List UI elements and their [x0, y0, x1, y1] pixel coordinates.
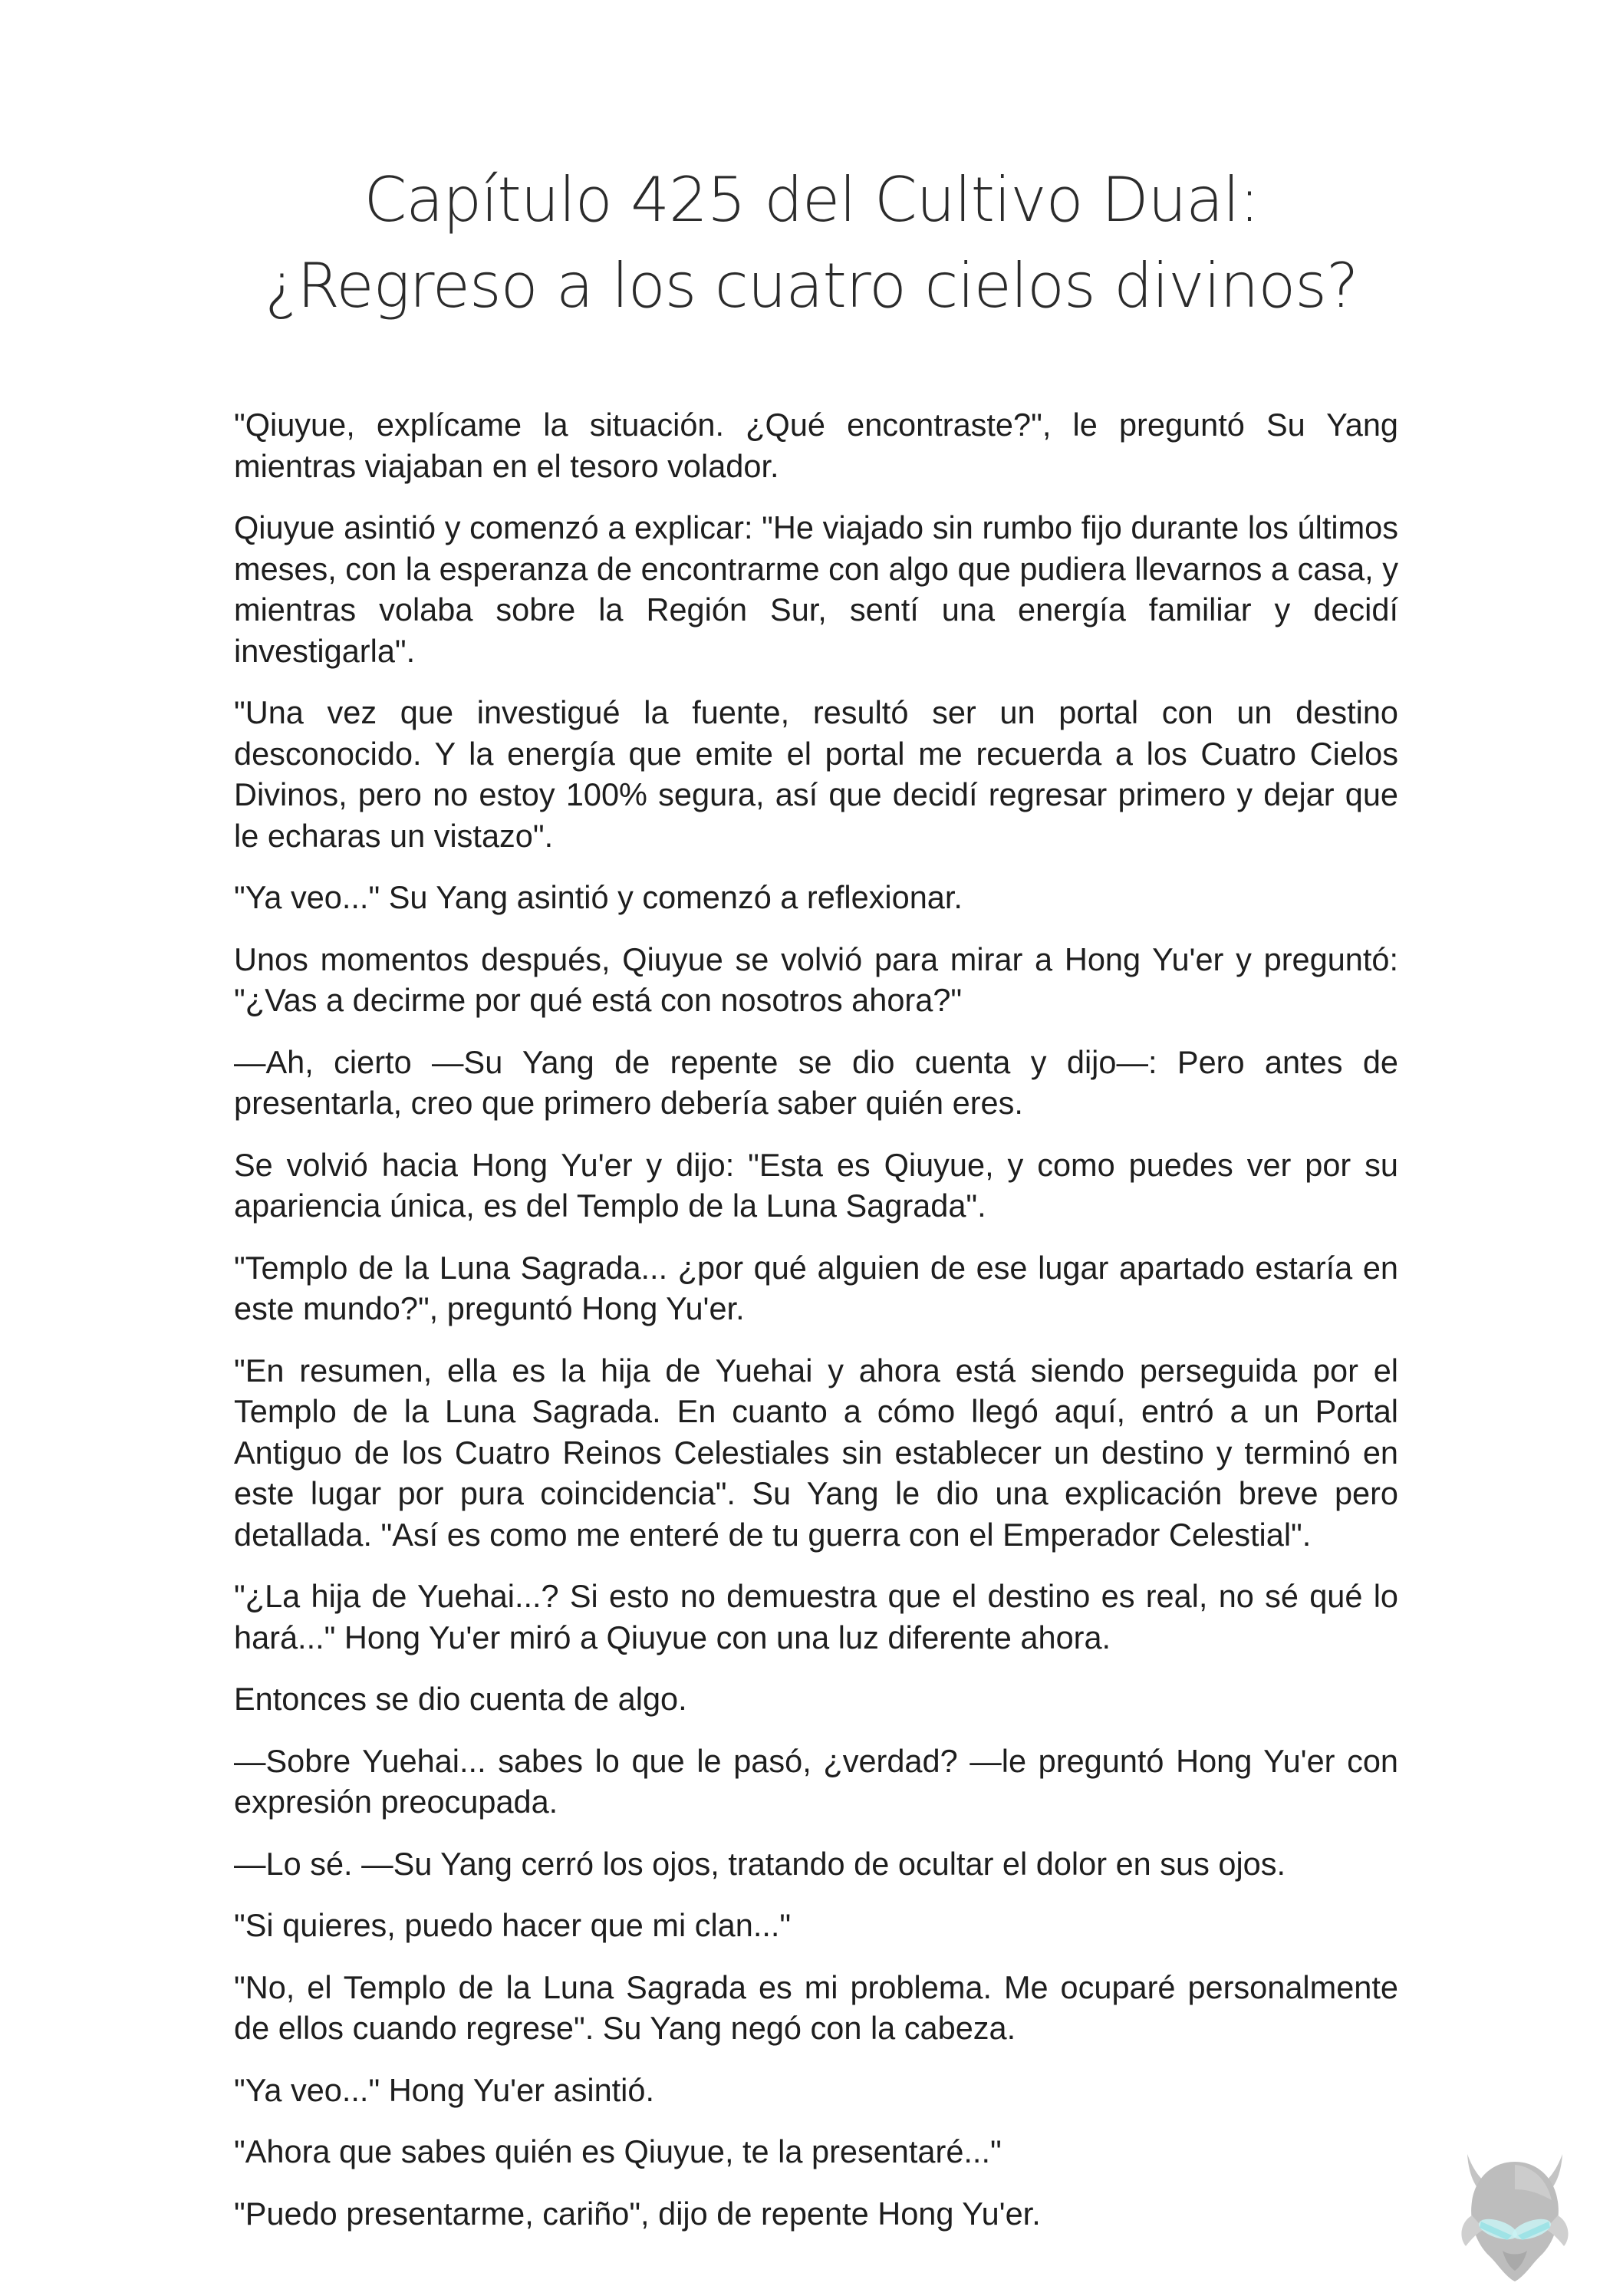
paragraph: Unos momentos después, Qiuyue se volvió para mirar a Hong Yu'er y preguntó: "¿Vas a decirme por qué está con nosotros ahora?": [234, 940, 1398, 1018]
paragraph: "Puedo presentarme, cariño", dijo de repente Hong Yu'er.: [234, 2195, 1041, 2232]
paragraph: "No, el Templo de la Luna Sagrada es mi problema. Me ocuparé personalmente de ellos cuando regrese". Su Yang negó con la cabeza.: [234, 1968, 1398, 2046]
paragraph: "Ya veo..." Hong Yu'er asintió.: [234, 2071, 655, 2108]
paragraph: "Si quieres, puedo hacer que mi clan...": [234, 1907, 792, 1943]
paragraph: "Ahora que sabes quién es Qiuyue, te la presentaré...": [234, 2133, 1002, 2169]
chapter-title: [0, 157, 1623, 329]
chapter-title-line-2: ¿Regreso a los cuatro cielos divinos?: [265, 250, 1358, 321]
paragraph: Entonces se dio cuenta de algo.: [234, 1681, 687, 1717]
paragraph: Se volvió hacia Hong Yu'er y dijo: "Esta es Qiuyue, y como puedes ver por su apariencia única, es del Templo de la Luna Sagrada".: [234, 1146, 1398, 1224]
demon-head-logo-icon: [1438, 2131, 1592, 2284]
paragraph: —Lo sé. —Su Yang cerró los ojos, tratando de ocultar el dolor en sus ojos.: [234, 1845, 1286, 1882]
paragraph: "Qiuyue, explícame la situación. ¿Qué encontraste?", le preguntó Su Yang mientras viajaban en el tesoro volador.: [234, 407, 1398, 484]
paragraph: Qiuyue asintió y comenzó a explicar: "He viajado sin rumbo fijo durante los últimos meses, con la esperanza de encontrarme con algo que pudiera llevarnos a casa, y mientras volaba sobre la Región Sur, sentí una energía familiar y decidí investigarla".: [234, 509, 1398, 669]
paragraph: "Ya veo..." Su Yang asintió y comenzó a reflexionar.: [234, 879, 963, 915]
paragraph: "Templo de la Luna Sagrada... ¿por qué alguien de ese lugar apartado estaría en este mundo?", preguntó Hong Yu'er.: [234, 1249, 1398, 1326]
chapter-body: [234, 404, 1398, 2255]
paragraph: "Una vez que investigué la fuente, resultó ser un portal con un destino desconocido. Y la energía que emite el portal me recuerda a los Cuatro Cielos Divinos, pero no estoy 100% segura, así que decidí regresar primero y dejar que le echaras un vistazo".: [234, 694, 1398, 854]
chapter-title-line-1: Capítulo 425 del Cultivo Dual:: [364, 164, 1259, 236]
paragraph: "En resumen, ella es la hija de Yuehai y ahora está siendo perseguida por el Templo de la Luna Sagrada. En cuanto a cómo llegó aquí, entró a un Portal Antiguo de los Cuatro Reinos Celestiales sin establecer un destino y terminó en este lugar por pura coincidencia". Su Yang le dio una explicación breve pero detallada. "Así es como me enteré de tu guerra con el Emperador Celestial".: [234, 1352, 1398, 1553]
paragraph: —Sobre Yuehai... sabes lo que le pasó, ¿verdad? —le preguntó Hong Yu'er con expresión preocupada.: [234, 1742, 1398, 1820]
paragraph: —Ah, cierto —Su Yang de repente se dio cuenta y dijo—: Pero antes de presentarla, creo que primero debería saber quién eres.: [234, 1043, 1398, 1121]
paragraph: "¿La hija de Yuehai...? Si esto no demuestra que el destino es real, no sé qué lo hará..." Hong Yu'er miró a Qiuyue con una luz diferente ahora.: [234, 1578, 1398, 1655]
